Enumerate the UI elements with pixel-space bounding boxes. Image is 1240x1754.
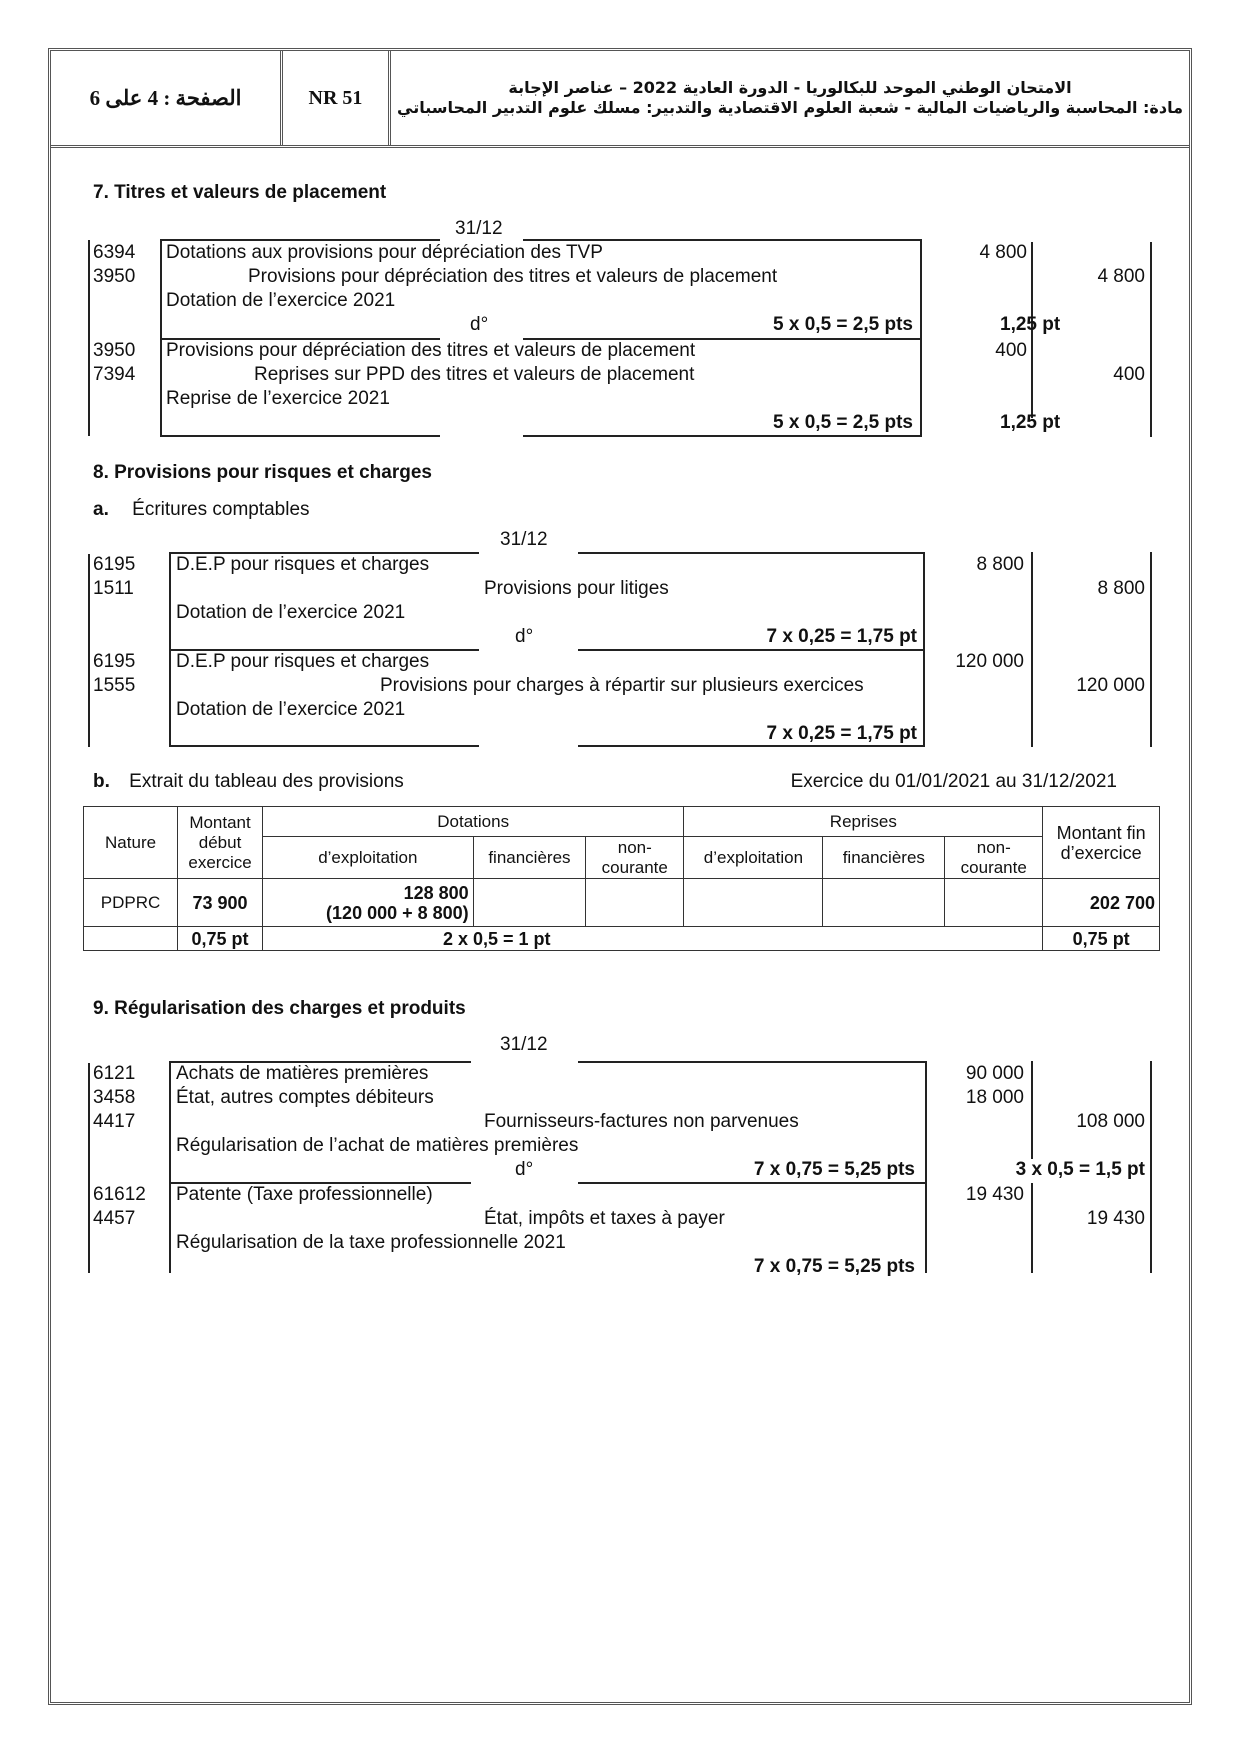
provisions-table xyxy=(83,806,1160,951)
cell-dot-exploitation xyxy=(262,879,473,927)
journal-ditto: d° xyxy=(515,626,534,647)
journal-debit-rule xyxy=(1031,552,1033,747)
account-number: 6195 xyxy=(93,651,136,672)
credit-account-label: Provisions pour litiges xyxy=(484,578,669,599)
account-number: 1511 xyxy=(93,578,134,599)
journal-ditto: d° xyxy=(470,314,489,335)
journal-rule xyxy=(523,435,922,437)
cell-rep-non-courante xyxy=(945,879,1043,927)
subheader-rep-non-courante: non-courante xyxy=(945,837,1043,879)
exam-title xyxy=(391,51,1189,145)
journal-credit-rule xyxy=(1150,242,1152,437)
subsection-b-title: Extrait du tableau des provisions xyxy=(129,771,404,792)
journal-rule xyxy=(160,435,440,437)
points-dotations: 2 x 0,5 = 1 pt xyxy=(262,927,1042,951)
credit-amount: 8 800 xyxy=(1097,578,1145,599)
debit-account-label: D.E.P pour risques et charges xyxy=(176,554,430,575)
debit-account-label: Achats de matières premières xyxy=(176,1063,429,1084)
credit-amount: 108 000 xyxy=(1076,1111,1145,1132)
header-dotations: Dotations xyxy=(262,807,683,837)
account-number: 1555 xyxy=(93,675,136,696)
debit-account-label: État, autres comptes débiteurs xyxy=(176,1087,434,1108)
subheader-dot-non-courante: non-courante xyxy=(586,837,684,879)
header-debut: Montant début exercice xyxy=(178,807,263,879)
journal-rule xyxy=(578,1061,927,1063)
entry-points: 5 x 0,5 = 2,5 pts xyxy=(773,412,913,433)
debit-amount: 18 000 xyxy=(965,1087,1024,1108)
credit-amount: 19 430 xyxy=(1086,1208,1145,1229)
debit-amount: 120 000 xyxy=(955,651,1024,672)
cell-dot-non-courante xyxy=(586,879,684,927)
entry-points: 7 x 0,75 = 5,25 pts xyxy=(753,1159,915,1180)
cell-debut: 73 900 xyxy=(178,879,263,927)
section-8-title: 8. Provisions pour risques et charges xyxy=(93,462,432,483)
table-row xyxy=(84,879,1160,927)
account-number: 4417 xyxy=(93,1111,136,1132)
section-9-title: 9. Régularisation des charges et produits xyxy=(93,998,466,1019)
credit-account-label: Fournisseurs-factures non parvenues xyxy=(484,1111,799,1132)
account-number: 3950 xyxy=(93,266,136,287)
header-reprises: Reprises xyxy=(684,807,1043,837)
journal-rule xyxy=(578,552,925,554)
journal-rule xyxy=(578,649,925,651)
account-number: 61612 xyxy=(93,1184,146,1205)
cell-dot-financieres xyxy=(473,879,586,927)
journal-rule xyxy=(169,745,479,747)
journal-left-rule xyxy=(88,554,90,747)
entry-description: Régularisation de l’achat de matières premières xyxy=(176,1135,579,1156)
account-number: 3458 xyxy=(93,1087,136,1108)
credit-account-label: Reprises sur PPD des titres et valeurs de placement xyxy=(254,364,695,385)
cell-rep-financieres xyxy=(823,879,945,927)
points-debut: 0,75 pt xyxy=(178,927,263,951)
journal-rule xyxy=(578,1182,927,1184)
debit-account-label: D.E.P pour risques et charges xyxy=(176,651,430,672)
debit-amount: 8 800 xyxy=(976,554,1024,575)
entry-points: 7 x 0,75 = 5,25 pts xyxy=(753,1256,915,1277)
cell-dot-exploitation-detail: (120 000 + 8 800) xyxy=(326,902,469,923)
entry-description: Dotation de l’exercice 2021 xyxy=(176,602,406,623)
subheader-dot-exploitation: d’exploitation xyxy=(262,837,473,879)
amount-points: 1,25 pt xyxy=(1000,412,1061,433)
exam-title-line2: مادة: المحاسبة والرياضيات المالية - شعبة العلوم الاقتصادية والتدبير: مسلك علوم التدبير المحاسباتي xyxy=(397,98,1183,117)
journal-date: 31/12 xyxy=(500,529,548,550)
account-number: 7394 xyxy=(93,364,136,385)
journal-ditto: d° xyxy=(515,1159,534,1180)
debit-amount: 90 000 xyxy=(965,1063,1024,1084)
journal-left-rule xyxy=(88,240,90,436)
entry-description: Dotation de l’exercice 2021 xyxy=(166,290,396,311)
account-number: 4457 xyxy=(93,1208,136,1229)
exam-header xyxy=(51,51,1189,148)
credit-account-label: Provisions pour charges à répartir sur plusieurs exercices xyxy=(380,675,864,696)
cell-dot-exploitation-total: 128 800 xyxy=(403,882,469,903)
cell-rep-exploitation xyxy=(684,879,823,927)
entry-points: 7 x 0,25 = 1,75 pt xyxy=(766,626,917,647)
account-number: 6121 xyxy=(93,1063,136,1084)
debit-amount: 4 800 xyxy=(979,242,1027,263)
debit-amount: 400 xyxy=(995,340,1027,361)
subheader-dot-financieres: financières xyxy=(473,837,586,879)
exam-code: NR 51 xyxy=(283,51,391,145)
subsection-a-prefix: a. xyxy=(93,499,109,520)
cell-nature: PDPRC xyxy=(84,879,178,927)
debit-account-label: Dotations aux provisions pour dépréciation des TVP xyxy=(166,242,603,263)
entry-description: Reprise de l’exercice 2021 xyxy=(166,388,390,409)
entry-points: 5 x 0,5 = 2,5 pts xyxy=(773,314,913,335)
credit-amount: 120 000 xyxy=(1076,675,1145,696)
account-number: 6394 xyxy=(93,242,136,263)
entry-description: Régularisation de la taxe professionnelle 2021 xyxy=(176,1232,566,1253)
subsection-b xyxy=(93,770,404,794)
journal-debit-rule xyxy=(1031,1183,1033,1273)
cell-empty xyxy=(84,927,178,951)
header-fin: Montant fin d’exercice xyxy=(1043,807,1160,879)
account-number: 6195 xyxy=(93,554,136,575)
debit-account-label: Provisions pour dépréciation des titres et valeurs de placement xyxy=(166,340,696,361)
entry-description: Dotation de l’exercice 2021 xyxy=(176,699,406,720)
debit-account-label: Patente (Taxe professionnelle) xyxy=(176,1184,433,1205)
points-fin: 0,75 pt xyxy=(1043,927,1160,951)
amount-points: 3 x 0,5 = 1,5 pt xyxy=(1015,1159,1145,1180)
credit-amount: 400 xyxy=(1113,364,1145,385)
credit-account-label: Provisions pour dépréciation des titres et valeurs de placement xyxy=(248,266,778,287)
points-row xyxy=(84,927,1160,951)
entry-points: 7 x 0,25 = 1,75 pt xyxy=(766,723,917,744)
subheader-rep-financieres: financières xyxy=(823,837,945,879)
credit-amount: 4 800 xyxy=(1097,266,1145,287)
journal-credit-rule xyxy=(1150,552,1152,747)
cell-fin: 202 700 xyxy=(1043,879,1160,927)
subsection-a-title: Écritures comptables xyxy=(132,499,310,520)
journal-date: 31/12 xyxy=(500,1034,548,1055)
subsection-b-prefix: b. xyxy=(93,771,110,792)
fiscal-period: Exercice du 01/01/2021 au 31/12/2021 xyxy=(790,771,1117,792)
amount-points: 1,25 pt xyxy=(1000,314,1061,335)
journal-label-right-rule xyxy=(925,1061,927,1273)
subsection-a xyxy=(93,498,310,522)
credit-account-label: État, impôts et taxes à payer xyxy=(484,1208,725,1229)
journal-left-rule xyxy=(88,1063,90,1273)
account-number: 3950 xyxy=(93,340,136,361)
header-nature: Nature xyxy=(84,807,178,879)
journal-date: 31/12 xyxy=(455,218,503,239)
debit-amount: 19 430 xyxy=(965,1184,1024,1205)
journal-credit-rule xyxy=(1150,1061,1152,1273)
exam-title-line1: الامتحان الوطني الموحد للبكالوريا - الدورة العادية 2022 – عناصر الإجابة xyxy=(508,78,1072,97)
journal-label-rule xyxy=(169,1061,171,1273)
section-7-title: 7. Titres et valeurs de placement xyxy=(93,182,387,203)
subheader-rep-exploitation: d’exploitation xyxy=(684,837,823,879)
page-number: الصفحة : 4 على 6 xyxy=(51,51,283,145)
journal-debit-rule xyxy=(1031,1061,1033,1159)
